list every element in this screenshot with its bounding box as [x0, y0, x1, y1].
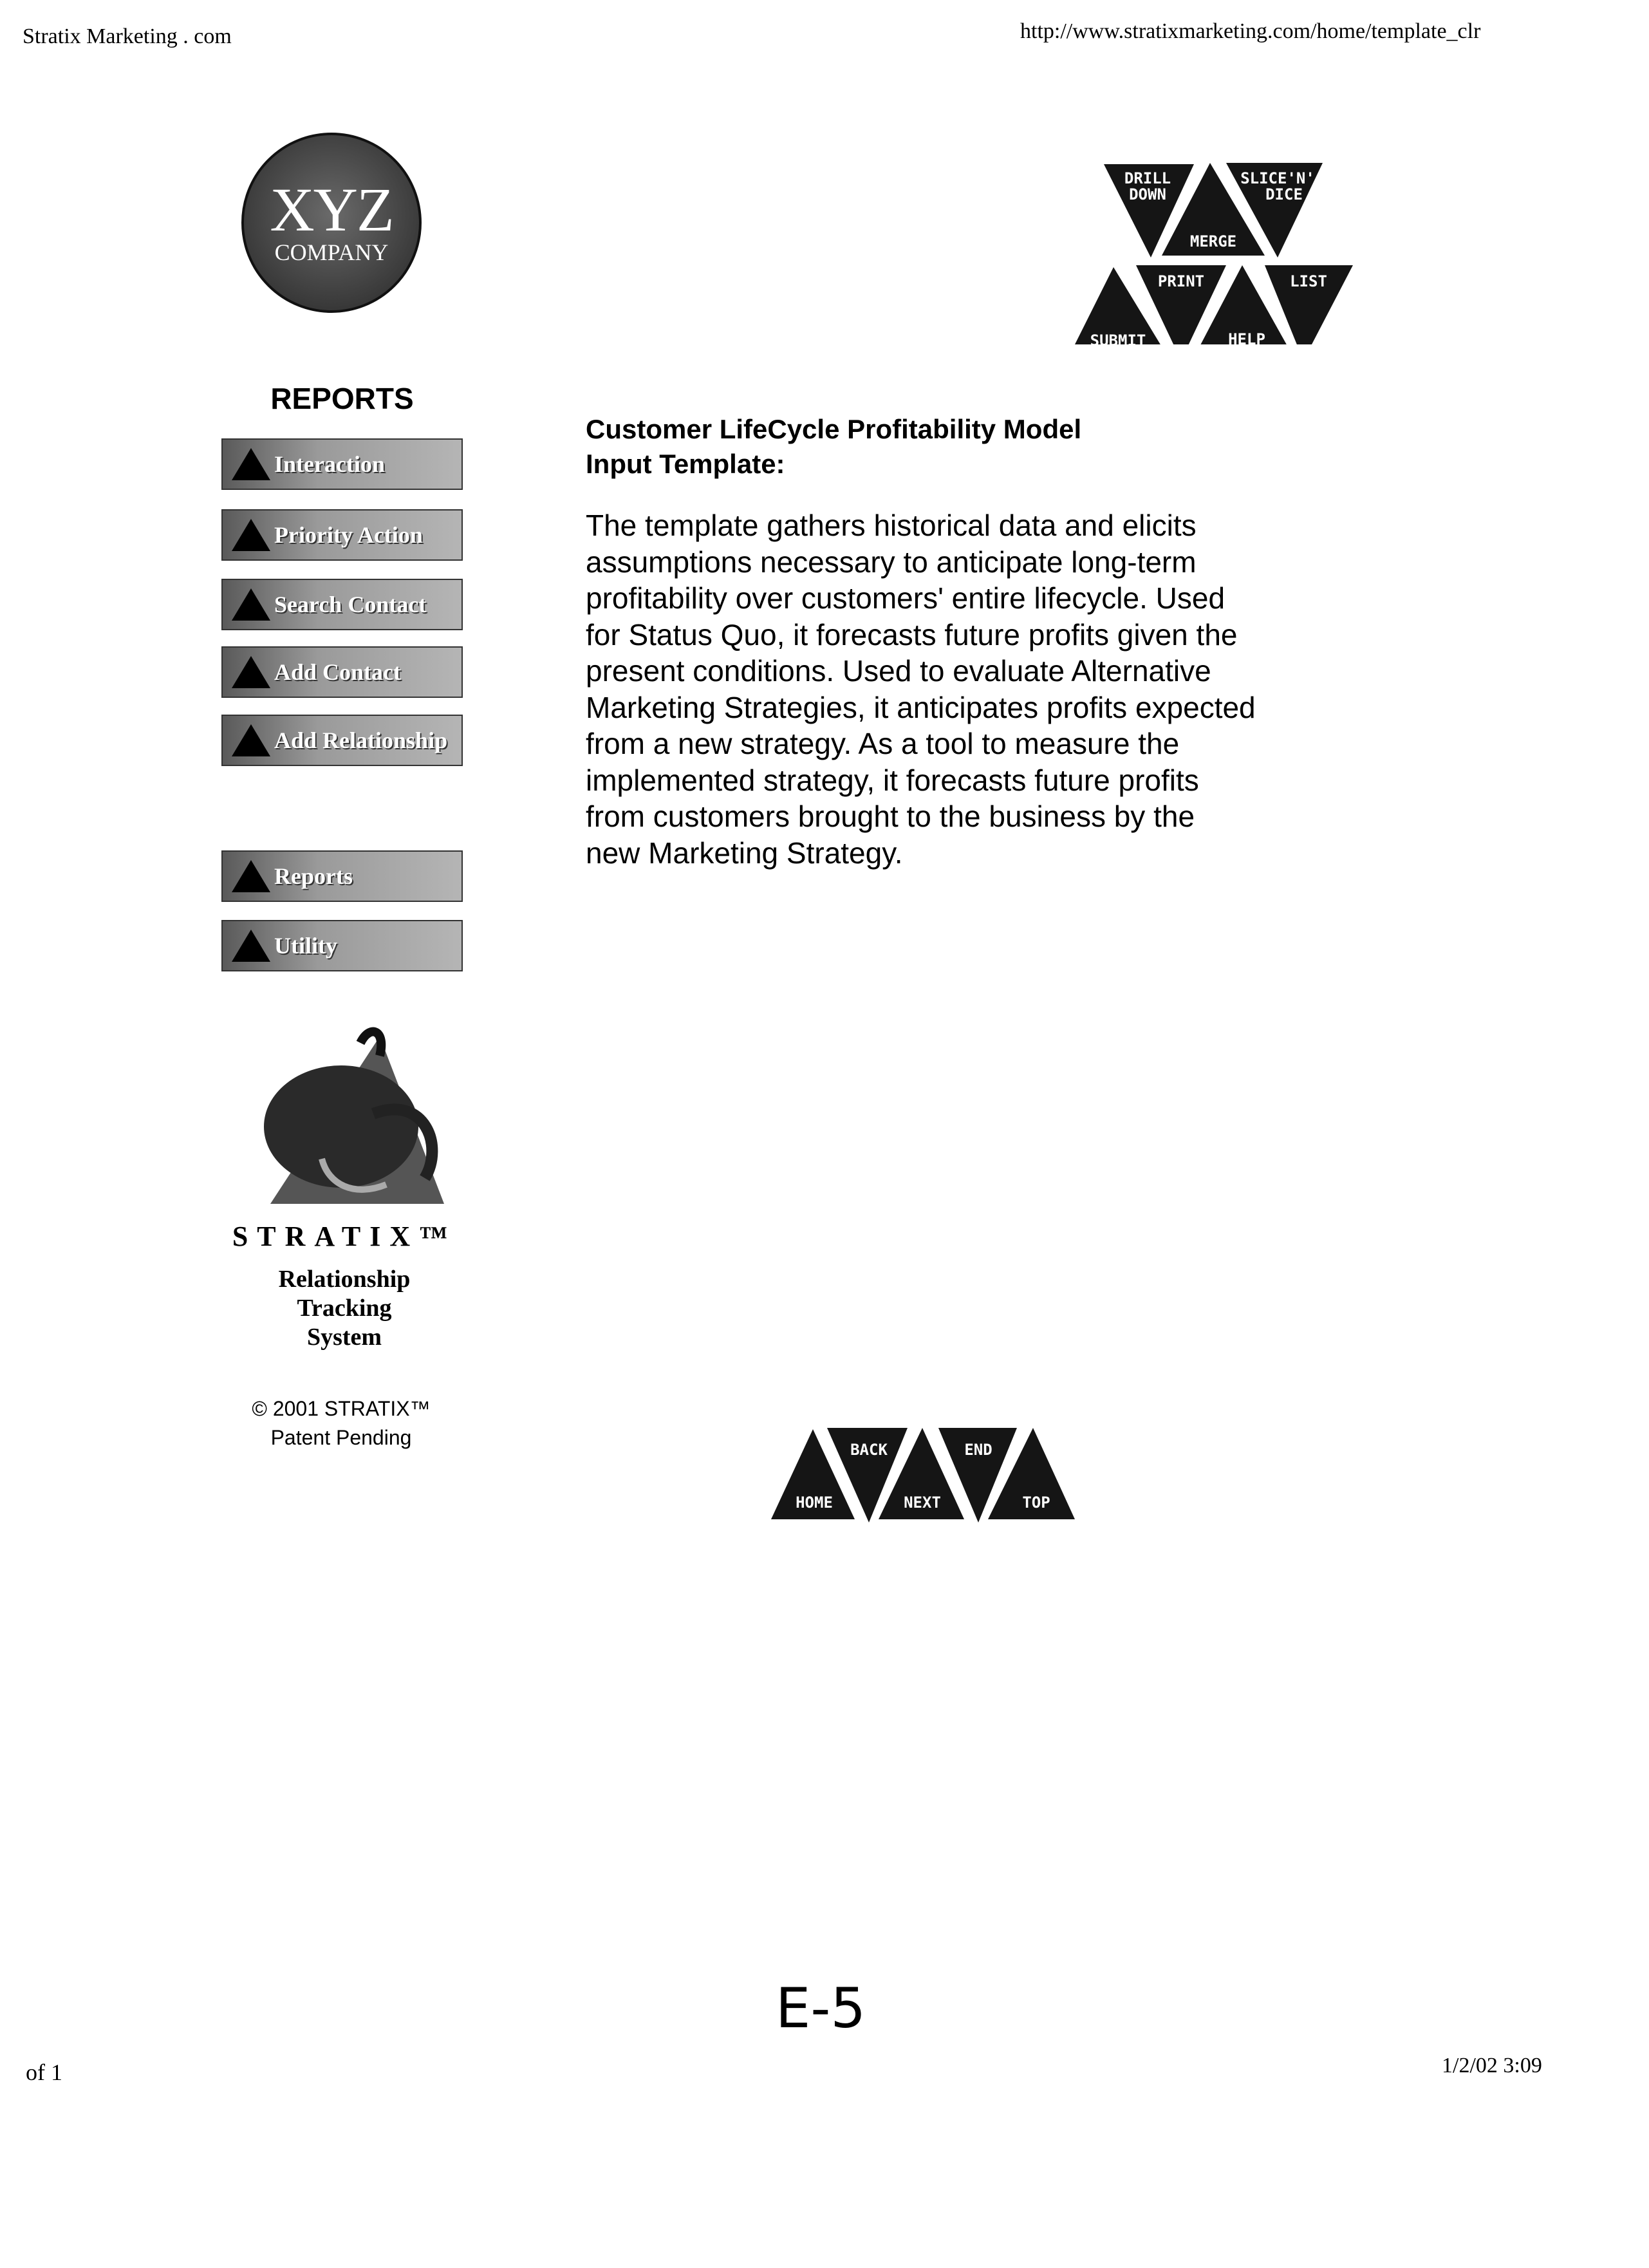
triangle-icon [232, 656, 270, 688]
sidebar-item-label: Interaction [274, 451, 385, 478]
body-line: Marketing Strategies, it anticipates profits expected [586, 689, 1358, 726]
svg-text:END: END [964, 1441, 992, 1459]
sidebar-heading: REPORTS [221, 381, 463, 416]
logo-text: XYZ [244, 179, 419, 241]
sidebar-item-utility[interactable] [221, 920, 463, 971]
description-text [586, 507, 1358, 871]
body-line: present conditions. Used to evaluate Alternative [586, 653, 1358, 689]
body-line: assumptions necessary to anticipate long-term [586, 544, 1358, 581]
copyright [212, 1394, 470, 1452]
svg-text:HOME: HOME [796, 1494, 833, 1512]
svg-text:HELP: HELP [1228, 330, 1265, 344]
tagline-line: System [225, 1323, 463, 1352]
print-footer-page: of 1 [26, 2059, 62, 2086]
sidebar-item-reports[interactable] [221, 850, 463, 902]
stratix-brand-name: STRATIX™ [225, 1220, 463, 1253]
triangle-icon [232, 448, 270, 480]
triangle-icon [232, 860, 270, 892]
mammoth-logo-icon [232, 1017, 470, 1210]
svg-text:PRINT: PRINT [1158, 272, 1204, 290]
top-toolbar [1065, 138, 1387, 344]
svg-text:MERGE: MERGE [1190, 232, 1236, 250]
svg-text:NEXT: NEXT [904, 1494, 941, 1512]
sidebar-item-interaction[interactable] [221, 438, 463, 490]
page-title [586, 412, 1081, 482]
svg-text:DOWN: DOWN [1129, 185, 1166, 203]
logo-subtext: COMPANY [244, 241, 419, 264]
sidebar-item-label: Add Relationship [274, 727, 447, 754]
brand-tagline [225, 1265, 463, 1352]
bottom-toolbar [759, 1403, 1146, 1545]
title-line: Input Template: [586, 447, 1081, 482]
body-line: profitability over customers' entire lifecycle. Used [586, 580, 1358, 617]
sidebar-item-label: Search Contact [274, 591, 426, 618]
triangle-icon [232, 724, 270, 756]
sidebar-item-search-contact[interactable] [221, 579, 463, 630]
svg-text:LIST: LIST [1290, 272, 1327, 290]
print-header-url: http://www.stratixmarketing.com/home/template_clr [1020, 19, 1480, 44]
triangle-icon [232, 930, 270, 962]
copyright-text: © 2001 STRATIX™ [212, 1394, 470, 1423]
print-footer-datetime: 1/2/02 3:09 [1442, 2054, 1542, 2078]
sidebar-item-add-relationship[interactable] [221, 715, 463, 766]
sidebar-item-label: Priority Action [274, 521, 423, 548]
sidebar-item-label: Add Contact [274, 659, 401, 686]
sidebar-item-add-contact[interactable] [221, 646, 463, 698]
svg-text:BACK: BACK [850, 1441, 888, 1459]
handwritten-mark: E-5 [776, 1976, 866, 2041]
body-line: implemented strategy, it forecasts future profits [586, 762, 1358, 799]
body-line: for Status Quo, it forecasts future profits given the [586, 617, 1358, 653]
body-line: The template gathers historical data and elicits [586, 507, 1358, 544]
svg-text:DRILL: DRILL [1124, 169, 1171, 187]
triangle-icon [232, 588, 270, 621]
tagline-line: Relationship [225, 1265, 463, 1294]
patent-text: Patent Pending [212, 1423, 470, 1452]
svg-text:SUBMIT: SUBMIT [1090, 332, 1146, 344]
svg-text:SLICE'N': SLICE'N' [1240, 169, 1315, 187]
body-line: from a new strategy. As a tool to measure the [586, 726, 1358, 762]
print-header-site: Stratix Marketing . com [23, 24, 232, 49]
body-line: from customers brought to the business by the [586, 798, 1358, 835]
title-line: Customer LifeCycle Profitability Model [586, 412, 1081, 447]
svg-text:DICE: DICE [1265, 185, 1303, 203]
svg-text:TOP: TOP [1022, 1494, 1050, 1512]
body-line: new Marketing Strategy. [586, 835, 1358, 872]
sidebar-item-priority-action[interactable] [221, 509, 463, 561]
sidebar-item-label: Utility [274, 932, 337, 959]
xyz-company-logo[interactable] [241, 133, 422, 313]
sidebar-item-label: Reports [274, 863, 353, 890]
triangle-icon [232, 519, 270, 551]
tagline-line: Tracking [225, 1294, 463, 1323]
